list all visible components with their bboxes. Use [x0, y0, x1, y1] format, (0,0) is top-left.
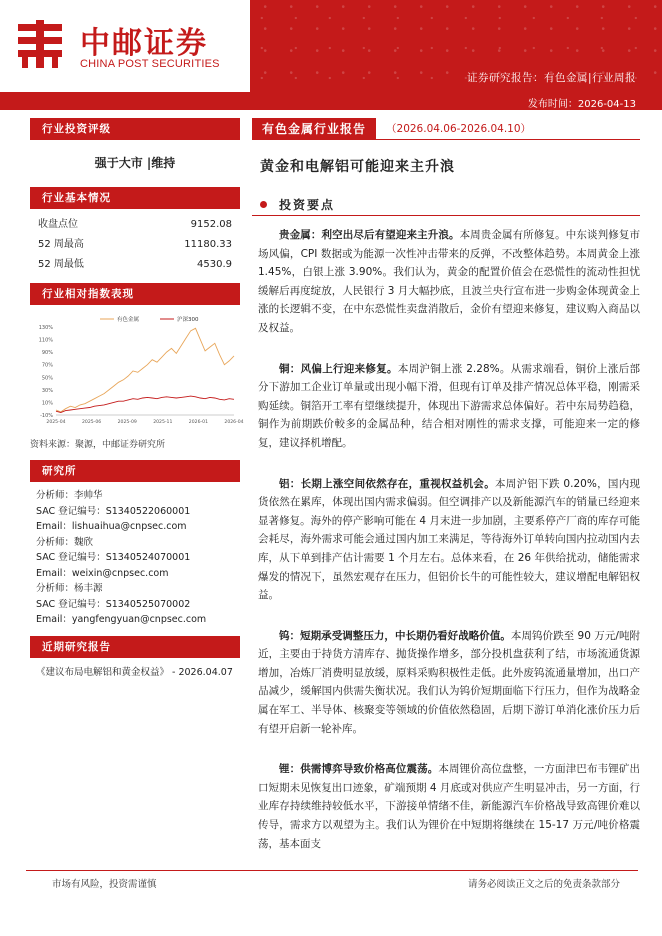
analyst-name: 分析师：魏欣: [36, 536, 94, 548]
x-tick-label: 2025-09: [117, 420, 137, 425]
paragraph-body: 本周沪铝下跌 0.20%，国内现货依然在累库，体现出国内需求偏弱。但空调排产以及新能源汽车的销量已经迎来显著修复。海外的停产影响可能在 4 月末进一步加剧，主要系停产厂商的库存可能会耗尽，海外需求可能会通过国内加工来满足，等待海外订单转向国内拉动国内去库，从下单到排产估计需要 1 个月左右。总体来看，在 26 年供给扰动，储能需求爆发的情况下，虽然宏观存在压力，但铝价长牛的可能性较大，建议增配电解铝权益。: [258, 477, 640, 602]
paragraph-body: 本周沪铜上涨 2.28%。从需求端看，铜价上涨后部分下游加工企业订单量或出现小幅下滑，但现有订单及排产情况总体平稳，刚需采购延续。铜箔开工率有望继续提升，体现出下游需求总体偏好。若中东局势趋稳，铜作为前期跌价較多的金属品种，结合相对刚性的需求支撑，可能迎来一定的修复，建议择机增配。: [258, 362, 641, 449]
analyst-sac-number: SAC 登记编号：S1340522060001: [36, 505, 191, 517]
analyst-email[interactable]: Email：weixin@cnpsec.com: [36, 567, 169, 579]
basic-stats-list: [30, 215, 240, 275]
legend-label: 有色金属: [117, 317, 140, 323]
paragraph-lithium: [252, 760, 640, 853]
logo-box: [0, 0, 250, 92]
logo-english-name: CHINA POST SECURITIES: [80, 58, 220, 70]
paragraph-tungsten: [252, 627, 640, 739]
stat-row: [30, 215, 240, 235]
rating-section-title: 行业投资评级: [30, 118, 240, 140]
china-post-logo-icon: [14, 18, 66, 70]
report-title: 有色金属行业报告: [252, 118, 376, 140]
stat-label: 52 周最高: [38, 239, 84, 250]
y-tick-label: -10%: [40, 413, 53, 419]
main-content: [252, 118, 640, 853]
disclaimer-notice: 请务必阅读正文之后的免责条款部分: [467, 879, 620, 890]
stat-row: [30, 235, 240, 255]
analyst-sac-number: SAC 登记编号：S1340525070002: [36, 598, 191, 610]
analyst-name: 分析师：杨丰源: [36, 583, 103, 594]
report-headline: 黄金和电解铝可能迎来主升浪: [260, 159, 455, 175]
research-section-title: 研究所: [30, 460, 240, 482]
report-title-bar: [252, 118, 640, 140]
paragraph-body: 本周钨价跌至 90 万元/吨附近，主要由于持货方清库存、抛货操作增多，部分投机盘获利了结，市场流通货源增加，冶炼厂消费明显放缓，原料采购积极性走低。此外废钨流通量增加，出口产品减少，缓解国内供需失衡状况。我们认为钨价短期面临下行压力，但作为战略金属在军工、半导体、核聚变等领域的价值依然稳固，后期下游订单消化涨价压力后有望开启新一轮补库。: [258, 629, 640, 735]
y-tick-label: 70%: [41, 362, 53, 369]
analyst-email[interactable]: Email：yangfengyuan@cnpsec.com: [36, 614, 207, 625]
analyst-email[interactable]: Email：lishuaihua@cnpsec.com: [36, 521, 187, 532]
recent-report-link[interactable]: 《建议布局电解铝和黄金权益》 - 2026.04.07: [36, 666, 233, 678]
risk-disclaimer: 市场有风险，投资需谨慎: [52, 879, 157, 890]
y-tick-label: 10%: [41, 400, 53, 407]
logo-chinese-name: 中邮证券: [80, 26, 208, 61]
recent-reports-section-title: 近期研究报告: [30, 636, 240, 658]
bullet-dot-icon: [260, 201, 267, 208]
paragraph-body: 本周贵金属有所修复。中东谈判修复市场风偏，CPI 数据或为能源一次性冲击带来的反弹，不改整体趋势。本周黄金上涨 1.45%，白银上涨 3.90%。我们认为，黄金的配置价值会在恐慌性的流动性担忧缓解后再度绽放，人民银行 3 月大幅抄底，且波兰央行宣布进一步购金体现黄金上涨的长逻辑不变，在中东恐慌性卖盘消散后，金价有望迎来修复，建议购入商品以及权益。: [258, 229, 641, 334]
stat-value: 4530.9: [197, 259, 232, 270]
analyst-sac-number: SAC 登记编号：S1340524070001: [36, 552, 191, 563]
relative-index-chart-svg: [30, 311, 244, 431]
series-line-0: [56, 328, 234, 412]
relative-index-chart: [30, 311, 244, 431]
stat-value: 11180.33: [184, 239, 232, 250]
paragraph-lead: 贵金属：利空出尽后有望迎来主升浪。: [279, 229, 460, 241]
y-tick-label: 90%: [41, 350, 53, 357]
industry-rating: 强于大市 |维持: [94, 156, 176, 170]
x-tick-label: 2026-04: [224, 420, 244, 425]
paragraph-lead: 钨：短期承受调整压力，中长期仍看好战略价值。: [279, 629, 511, 642]
chart-source: 资料来源：聚源，中邮证券研究所: [30, 440, 166, 450]
report-type: 证券研究报告：有色金属|行业周报: [466, 72, 636, 84]
legend-label: 沪深300: [177, 317, 199, 323]
performance-section-title: 行业相对指数表现: [30, 283, 240, 305]
report-header: [0, 0, 662, 92]
stat-label: 52 周最低: [38, 259, 84, 270]
analyst-name: 分析师：李帅华: [36, 490, 103, 501]
paragraph-lead: 铜：风偏上行迎来修复。: [279, 362, 398, 375]
footer-divider: [26, 870, 638, 871]
paragraph-lead: 铝：长期上涨空间依然存在，重视权益机会。: [279, 477, 495, 490]
basic-info-section-title: 行业基本情况: [30, 187, 240, 209]
stat-value: 9152.08: [190, 219, 232, 230]
key-points-header: [252, 194, 640, 216]
paragraph-lead: 锂：供需博弈导致价格高位震荡。: [279, 763, 439, 776]
y-tick-label: 50%: [41, 375, 53, 382]
paragraph-precious-metals: [252, 226, 640, 338]
x-tick-label: 2025-04: [46, 420, 66, 425]
y-tick-label: 30%: [41, 387, 53, 394]
stat-row: [30, 255, 240, 275]
x-tick-label: 2025-11: [153, 420, 173, 425]
paragraph-body: 本周锂价高位盘整，一方面津巴布韦锂矿出口短期未见恢复出口迹象，矿端预期 4 月底或对供应产生明显冲击，另一方面，行业库存持续维持较低水平，下游接单情绪不佳，新能源汽车价格战导致高锂价难以传导，需求方以观望为主。我们认为锂价在中短期将继续在 15-17 万元/吨价格震荡，基本面支: [258, 763, 641, 850]
x-tick-label: 2026-01: [188, 420, 209, 425]
report-period: （2026.04.06-2026.04.10）: [386, 123, 532, 135]
left-sidebar: [30, 118, 244, 682]
y-tick-label: 130%: [38, 325, 53, 331]
y-tick-label: 110%: [38, 337, 53, 344]
analyst-list: [30, 488, 240, 628]
paragraph-aluminum: [252, 475, 640, 605]
stat-label: 收盘点位: [38, 219, 78, 230]
paragraph-copper: [252, 360, 640, 453]
x-tick-label: 2025-06: [81, 420, 102, 425]
publish-date: 发布时间：2026-04-13: [527, 99, 636, 110]
key-points-label: 投资要点: [279, 198, 336, 212]
